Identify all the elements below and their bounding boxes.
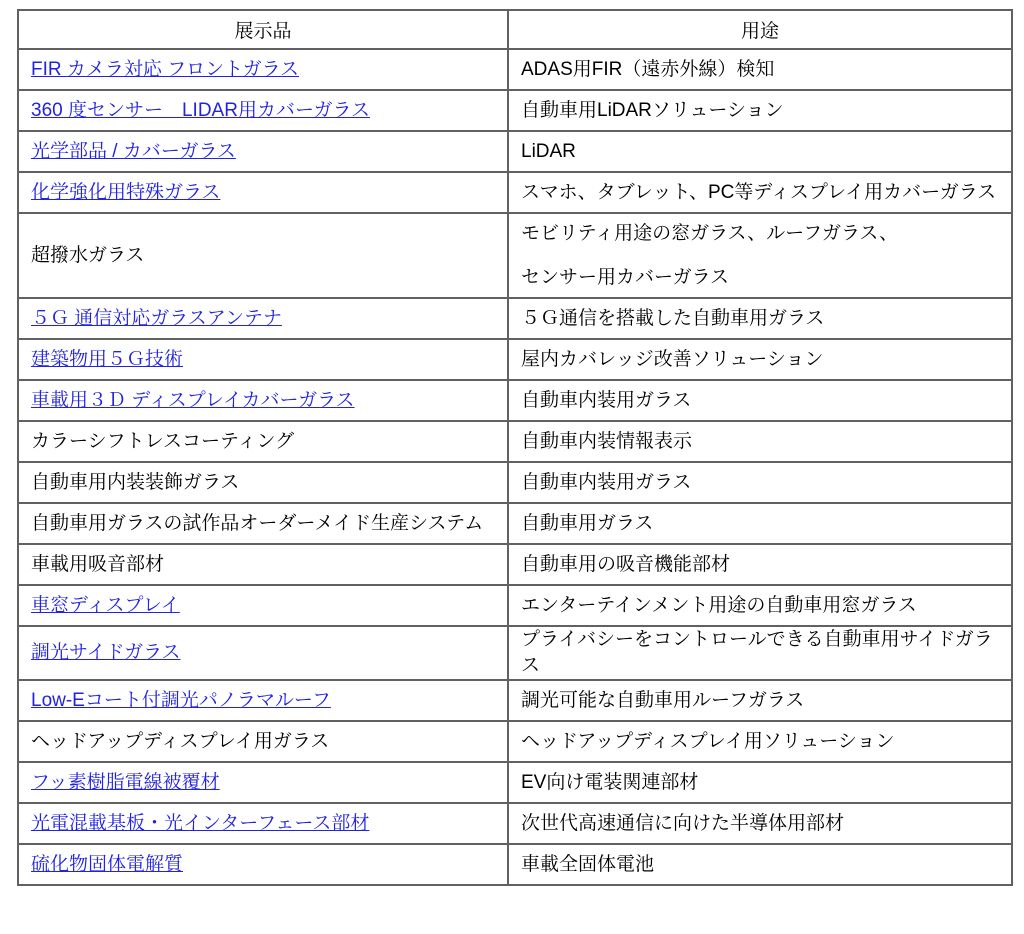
item-cell xyxy=(18,421,508,462)
usage-text: ５Ｇ通信を搭載した自動車用ガラス xyxy=(521,307,825,329)
item-link[interactable]: 化学強化用特殊ガラス xyxy=(31,181,221,203)
table-header xyxy=(18,10,1012,49)
item-cell xyxy=(18,172,508,213)
usage-text: 自動車用の吸音機能部材 xyxy=(521,553,731,575)
table-row xyxy=(18,844,1012,885)
item-link[interactable]: 360 度センサー LIDAR用カバーガラス xyxy=(31,99,370,121)
item-cell xyxy=(18,462,508,503)
item-link[interactable]: 車載用３Ｄ ディスプレイカバーガラス xyxy=(31,389,355,411)
table-row xyxy=(18,421,1012,462)
usage-text: センサー用カバーガラス xyxy=(521,266,730,288)
usage-cell xyxy=(508,721,1012,762)
table-row xyxy=(18,339,1012,380)
usage-cell xyxy=(508,172,1012,213)
usage-cell xyxy=(508,803,1012,844)
usage-text: 車載全固体電池 xyxy=(521,853,655,875)
header-exhibit-item: 展示品 xyxy=(18,10,508,49)
usage-text: 自動車内装用ガラス xyxy=(521,389,692,411)
usage-cell xyxy=(508,380,1012,421)
item-cell xyxy=(18,680,508,721)
item-cell xyxy=(18,131,508,172)
item-link[interactable]: フッ素樹脂電線被覆材 xyxy=(31,771,220,793)
usage-cell xyxy=(508,90,1012,131)
usage-text: ヘッドアップディスプレイ用ソリューション xyxy=(521,730,895,752)
table-row xyxy=(18,298,1012,339)
table-row xyxy=(18,90,1012,131)
item-link[interactable]: 光学部品 / カバーガラス xyxy=(31,140,236,162)
table-row xyxy=(18,503,1012,544)
item-text: 自動車用内装装飾ガラス xyxy=(31,471,240,493)
header-usage: 用途 xyxy=(508,10,1012,49)
table-body xyxy=(18,49,1012,885)
usage-cell xyxy=(508,762,1012,803)
table-row xyxy=(18,131,1012,172)
usage-cell xyxy=(508,131,1012,172)
usage-text: 自動車用LiDARソリューション xyxy=(521,99,784,121)
item-cell xyxy=(18,90,508,131)
item-link[interactable]: 車窓ディスプレイ xyxy=(31,594,180,616)
item-cell xyxy=(18,762,508,803)
item-text: ヘッドアップディスプレイ用ガラス xyxy=(31,730,330,752)
item-link[interactable]: 硫化物固体電解質 xyxy=(31,853,184,875)
table-row xyxy=(18,585,1012,626)
item-cell xyxy=(18,503,508,544)
table-row xyxy=(18,380,1012,421)
usage-text: 自動車内装情報表示 xyxy=(521,430,693,452)
usage-text: モビリティ用途の窓ガラス、ルーフガラス、 xyxy=(521,222,898,244)
usage-cell xyxy=(508,626,1012,680)
table-row xyxy=(18,680,1012,721)
item-text: カラーシフトレスコーティング xyxy=(31,430,295,452)
usage-text: 調光可能な自動車用ルーフガラス xyxy=(521,689,805,711)
exhibit-table xyxy=(17,9,1013,886)
item-link[interactable]: ５Ｇ 通信対応ガラスアンテナ xyxy=(31,307,282,329)
item-cell xyxy=(18,544,508,585)
item-text: 車載用吸音部材 xyxy=(31,553,165,575)
usage-cell xyxy=(508,844,1012,885)
item-cell xyxy=(18,339,508,380)
usage-cell xyxy=(508,339,1012,380)
item-link[interactable]: Low-Eコート付調光パノラマルーフ xyxy=(31,689,331,711)
item-link[interactable]: 建築物用５Ｇ技術 xyxy=(31,348,184,370)
usage-cell xyxy=(508,585,1012,626)
table-row xyxy=(18,49,1012,90)
table-row xyxy=(18,626,1012,680)
item-cell xyxy=(18,585,508,626)
usage-cell xyxy=(508,544,1012,585)
usage-text: ADAS用FIR（遠赤外線）検知 xyxy=(521,58,775,80)
usage-text: 自動車内装用ガラス xyxy=(521,471,692,493)
item-link[interactable]: 光電混載基板・光インターフェース部材 xyxy=(31,812,370,834)
usage-text: 自動車用ガラス xyxy=(521,512,654,534)
item-cell xyxy=(18,298,508,339)
item-cell xyxy=(18,626,508,680)
item-link[interactable]: 調光サイドガラス xyxy=(31,642,181,663)
usage-text: エンターテインメント用途の自動車用窓ガラス xyxy=(521,594,917,616)
usage-cell xyxy=(508,213,1012,298)
table-row xyxy=(18,172,1012,213)
table-row xyxy=(18,803,1012,844)
usage-text: スマホ、タブレット、PC等ディスプレイ用カバーガラス xyxy=(521,181,997,203)
usage-cell xyxy=(508,49,1012,90)
usage-text: 次世代高速通信に向けた半導体用部材 xyxy=(521,812,845,834)
usage-cell xyxy=(508,421,1012,462)
table-row xyxy=(18,213,1012,298)
item-text: 超撥水ガラス xyxy=(31,244,145,266)
table-row xyxy=(18,721,1012,762)
usage-text: プライバシーをコントロールできる自動車用サイドガラス xyxy=(521,629,993,676)
item-cell xyxy=(18,721,508,762)
item-cell xyxy=(18,844,508,885)
item-cell xyxy=(18,803,508,844)
table-row xyxy=(18,762,1012,803)
item-cell xyxy=(18,213,508,298)
table-row xyxy=(18,462,1012,503)
usage-cell xyxy=(508,503,1012,544)
usage-text: LiDAR xyxy=(521,140,576,162)
usage-cell xyxy=(508,462,1012,503)
table-row xyxy=(18,544,1012,585)
item-text: 自動車用ガラスの試作品オーダーメイド生産システム xyxy=(31,512,484,534)
usage-text: EV向け電装関連部材 xyxy=(521,771,699,793)
usage-text: 屋内カバレッジ改善ソリューション xyxy=(521,348,824,370)
item-cell xyxy=(18,49,508,90)
item-link[interactable]: FIR カメラ対応 フロントガラス xyxy=(31,58,300,80)
header-row xyxy=(18,10,1012,49)
item-cell xyxy=(18,380,508,421)
usage-cell xyxy=(508,298,1012,339)
usage-cell xyxy=(508,680,1012,721)
